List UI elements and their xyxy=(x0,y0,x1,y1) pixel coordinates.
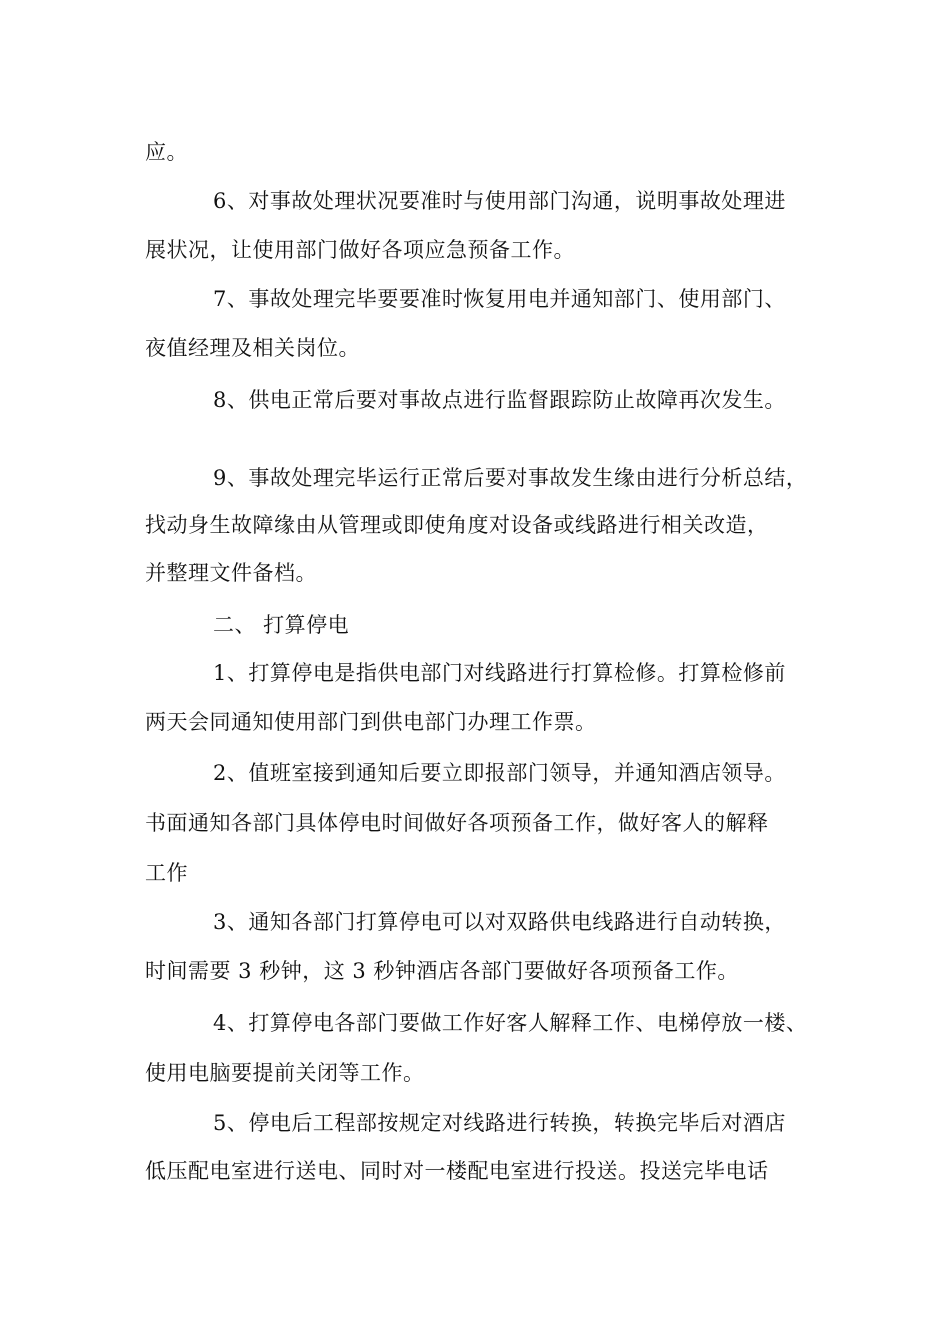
text-line: 时间需要 3 秒钟，这 3 秒钟酒店各部门要做好各项预备工作。 xyxy=(145,959,739,983)
text-line: 2、值班室接到通知后要立即报部门领导，并通知酒店领导。 xyxy=(213,761,786,785)
text-line: 使用电脑要提前关闭等工作。 xyxy=(145,1061,425,1085)
text-line: 工作 xyxy=(145,861,188,885)
text-line: 8、供电正常后要对事故点进行监督跟踪防止故障再次发生。 xyxy=(213,388,786,412)
text-line: 4、打算停电各部门要做工作好客人解释工作、电梯停放一楼、 xyxy=(213,1011,808,1035)
text-line: 1、打算停电是指供电部门对线路进行打算检修。打算检修前 xyxy=(213,661,786,685)
text-line: 书面通知各部门具体停电时间做好各项预备工作，做好客人的解释 xyxy=(145,811,769,835)
text-line: 找动身生故障缘由从管理或即使角度对设备或线路进行相关改造， xyxy=(145,513,769,537)
text-line: 7、事故处理完毕要要准时恢复用电并通知部门、使用部门、 xyxy=(213,287,786,311)
text-line: 9、事故处理完毕运行正常后要对事故发生缘由进行分析总结， xyxy=(213,466,808,490)
text-line: 6、对事故处理状况要准时与使用部门沟通，说明事故处理进 xyxy=(213,189,786,213)
text-line: 5、停电后工程部按规定对线路进行转换，转换完毕后对酒店 xyxy=(213,1111,786,1135)
text-line: 展状况，让使用部门做好各项应急预备工作。 xyxy=(145,238,575,262)
section-heading: 二、 打算停电 xyxy=(213,613,350,637)
text-line: 3、通知各部门打算停电可以对双路供电线路进行自动转换， xyxy=(213,910,786,934)
text-line: 并整理文件备档。 xyxy=(145,561,317,585)
text-line: 两天会同通知使用部门到供电部门办理工作票。 xyxy=(145,710,597,734)
text-line: 应。 xyxy=(145,140,188,164)
text-line: 夜值经理及相关岗位。 xyxy=(145,336,360,360)
text-line: 低压配电室进行送电、同时对一楼配电室进行投送。投送完毕电话 xyxy=(145,1159,769,1183)
